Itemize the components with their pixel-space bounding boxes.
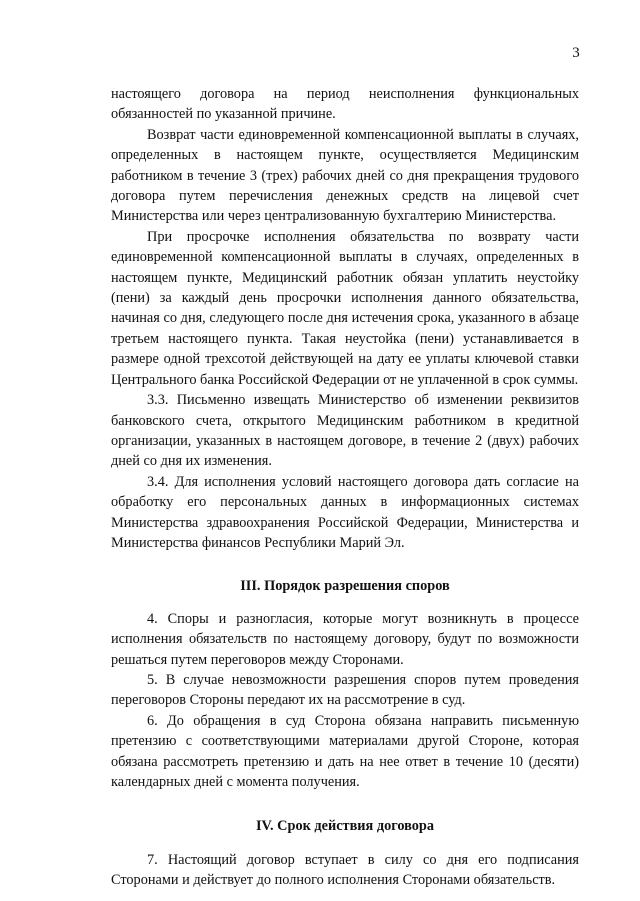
- paragraph-clause-7: 7. Настоящий договор вступает в силу со дня его подписания Сторонами и действует до полного исполнения Сторонами обязательств.: [111, 851, 579, 889]
- paragraph-continuation: настоящего договора на период неисполнения функциональных обязанностей по указанной причине.: [111, 86, 579, 123]
- page-number: 3: [572, 45, 580, 61]
- paragraph-penalty: При просрочке исполнения обязательства по возврату части единовременной компенсационной выплаты в случаях, определенных в настоящем пункте, Медицинский работник обязан уплатить неустойку (пени) за каждый день просрочки исполнения данного обязательства, начиная со дня, следующего после дня истечения срока, указанного в абзаце третьем настоящего пункта. Такая неустойка (пени) устанавливается в размере одной трехсотой действующей на дату ее уплаты ключевой ставки Центрального банка Российской Федерации от не уплаченной в срок суммы.: [111, 228, 579, 388]
- paragraph-clause-3-3: 3.3. Письменно извещать Министерство об изменении реквизитов банковского счета, открытого Медицинским работником в кредитной организации, указанных в настоящем договоре, в течение 2 (двух) рабочих дней со дня их изменения.: [111, 392, 579, 470]
- section-heading-term: IV. Срок действия договора: [255, 818, 435, 835]
- paragraph-clause-5: 5. В случае невозможности разрешения споров путем проведения переговоров Стороны передают их на рассмотрение в суд.: [111, 671, 579, 709]
- paragraph-refund-procedure: Возврат части единовременной компенсационной выплаты в случаях, определенных в настоящем пункте, осуществляется Медицинским работником в течение 3 (трех) рабочих дней со дня прекращения трудового договора путем перечисления денежных средств на лицевой счет Министерства или через централизованную бухгалтерию Министерства.: [111, 126, 579, 225]
- paragraph-clause-6: 6. До обращения в суд Сторона обязана направить письменную претензию с соответствующими материалами другой Стороне, которая обязана рассмотреть претензию и дать на нее ответ в течение 10 (десяти) календарных дней с момента получения.: [111, 712, 579, 790]
- paragraph-clause-4: 4. Споры и разногласия, которые могут возникнуть в процессе исполнения обязательств по настоящему договору, будут по возможности решаться путем переговоров между Сторонами.: [111, 610, 579, 668]
- paragraph-clause-3-4: 3.4. Для исполнения условий настоящего договора дать согласие на обработку его персональных данных в информационных системах Министерства здравоохранения Российской Федерации, Министерства и Министерства финансов Республики Марий Эл.: [111, 473, 579, 551]
- document-body: [111, 84, 579, 891]
- section-heading-disputes: III. Порядок разрешения споров: [240, 578, 450, 595]
